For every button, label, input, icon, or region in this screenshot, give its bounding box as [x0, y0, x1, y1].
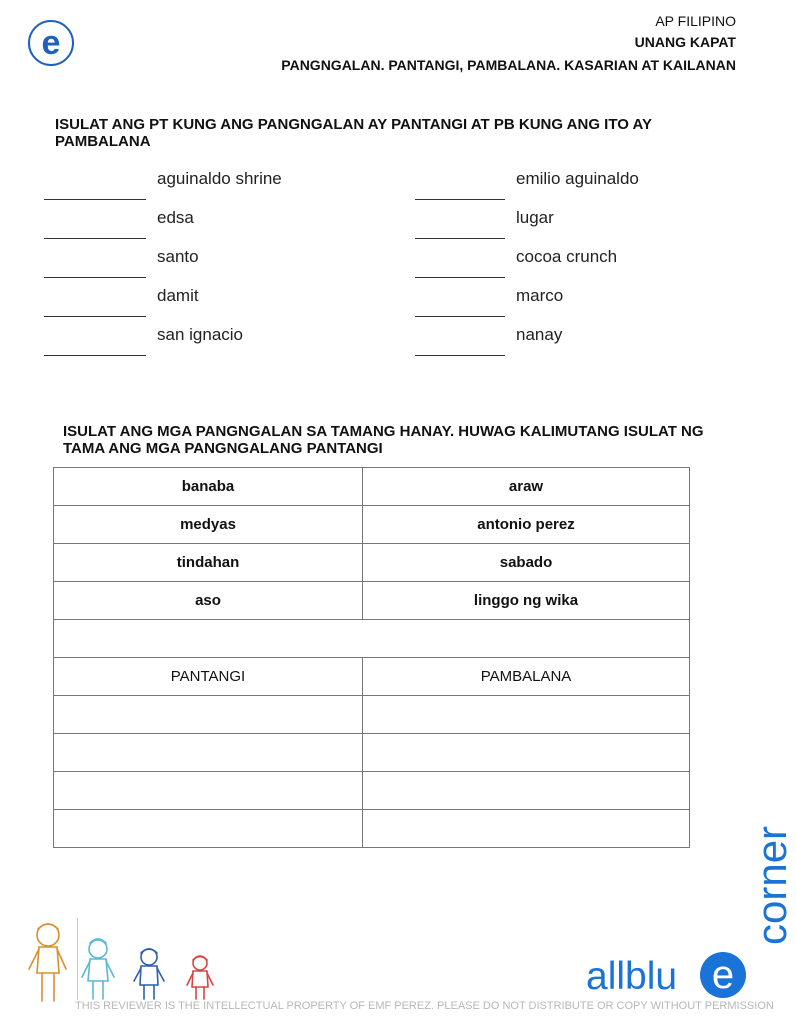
- children-illustration-icon: [24, 915, 224, 1005]
- word-cell: aso: [54, 582, 363, 620]
- sorting-table: [53, 467, 690, 848]
- answer-blank[interactable]: [415, 277, 505, 278]
- item-word: aguinaldo shrine: [157, 169, 282, 188]
- word-cell: banaba: [54, 468, 363, 506]
- answer-cell[interactable]: [363, 772, 690, 810]
- answer-cell[interactable]: [363, 734, 690, 772]
- word-cell: linggo ng wika: [363, 582, 690, 620]
- item-word: marco: [516, 286, 564, 305]
- answer-blank[interactable]: [44, 355, 146, 356]
- spacer-cell: [54, 620, 690, 658]
- word-cell: tindahan: [54, 544, 363, 582]
- pantangi-header: PANTANGI: [54, 658, 363, 696]
- table-row: [54, 582, 690, 620]
- section1-instruction: ISULAT ANG PT KUNG ANG PANGNGALAN AY PANTANGI AT PB KUNG ANG ITO AY PAMBALANA: [55, 116, 652, 150]
- item-word: nanay: [516, 325, 563, 344]
- item-word: edsa: [157, 208, 194, 227]
- answer-cell[interactable]: [363, 810, 690, 848]
- brand-e-icon: [700, 952, 746, 998]
- topic-title: PANGNGALAN. PANTANGI, PAMBALANA. KASARIAN AT KAILANAN: [281, 57, 736, 73]
- answer-cell[interactable]: [54, 696, 363, 734]
- answer-cell[interactable]: [54, 772, 363, 810]
- logo-letter: e: [41, 24, 61, 62]
- table-row: [54, 468, 690, 506]
- table-row: [54, 696, 690, 734]
- table-row: [54, 544, 690, 582]
- subject-label: AP FILIPINO: [655, 13, 736, 29]
- pambalana-header: PAMBALANA: [363, 658, 690, 696]
- item-word: cocoa crunch: [516, 247, 618, 266]
- answer-cell[interactable]: [363, 696, 690, 734]
- word-cell: medyas: [54, 506, 363, 544]
- word-cell: araw: [363, 468, 690, 506]
- word-cell: sabado: [363, 544, 690, 582]
- item-word: lugar: [516, 208, 554, 227]
- quarter-label: UNANG KAPAT: [634, 34, 736, 50]
- item-word: emilio aguinaldo: [516, 169, 639, 188]
- answer-blank[interactable]: [415, 199, 505, 200]
- answer-blank[interactable]: [44, 316, 146, 317]
- table-header-row: [54, 658, 690, 696]
- copyright-footer: THIS REVIEWER IS THE INTELLECTUAL PROPERTY OF EMF PEREZ. PLEASE DO NOT DISTRIBUTE OR COPY WITHOUT PERMISSION: [75, 1000, 774, 1012]
- item-word: san ignacio: [157, 325, 244, 344]
- table-row: [54, 810, 690, 848]
- answer-blank[interactable]: [415, 316, 505, 317]
- table-row: [54, 772, 690, 810]
- answer-blank[interactable]: [44, 199, 146, 200]
- answer-blank[interactable]: [44, 277, 146, 278]
- brand-corner-text: corner: [748, 825, 795, 945]
- answer-blank[interactable]: [415, 355, 505, 356]
- item-word: damit: [157, 286, 199, 305]
- table-row: [54, 734, 690, 772]
- word-cell: antonio perez: [363, 506, 690, 544]
- brand-logo-icon: [28, 20, 74, 66]
- answer-cell[interactable]: [54, 734, 363, 772]
- brand-allblu-text: allblu: [586, 955, 678, 998]
- answer-blank[interactable]: [415, 238, 505, 239]
- brand-e-letter: e: [711, 953, 735, 997]
- item-word: santo: [157, 247, 199, 266]
- answer-cell[interactable]: [54, 810, 363, 848]
- answer-blank[interactable]: [44, 238, 146, 239]
- section2-instruction: ISULAT ANG MGA PANGNGALAN SA TAMANG HANAY. HUWAG KALIMUTANG ISULAT NG TAMA ANG MGA PANGNGALANG PANTANGI: [63, 423, 704, 457]
- table-spacer-row: [54, 620, 690, 658]
- table-row: [54, 506, 690, 544]
